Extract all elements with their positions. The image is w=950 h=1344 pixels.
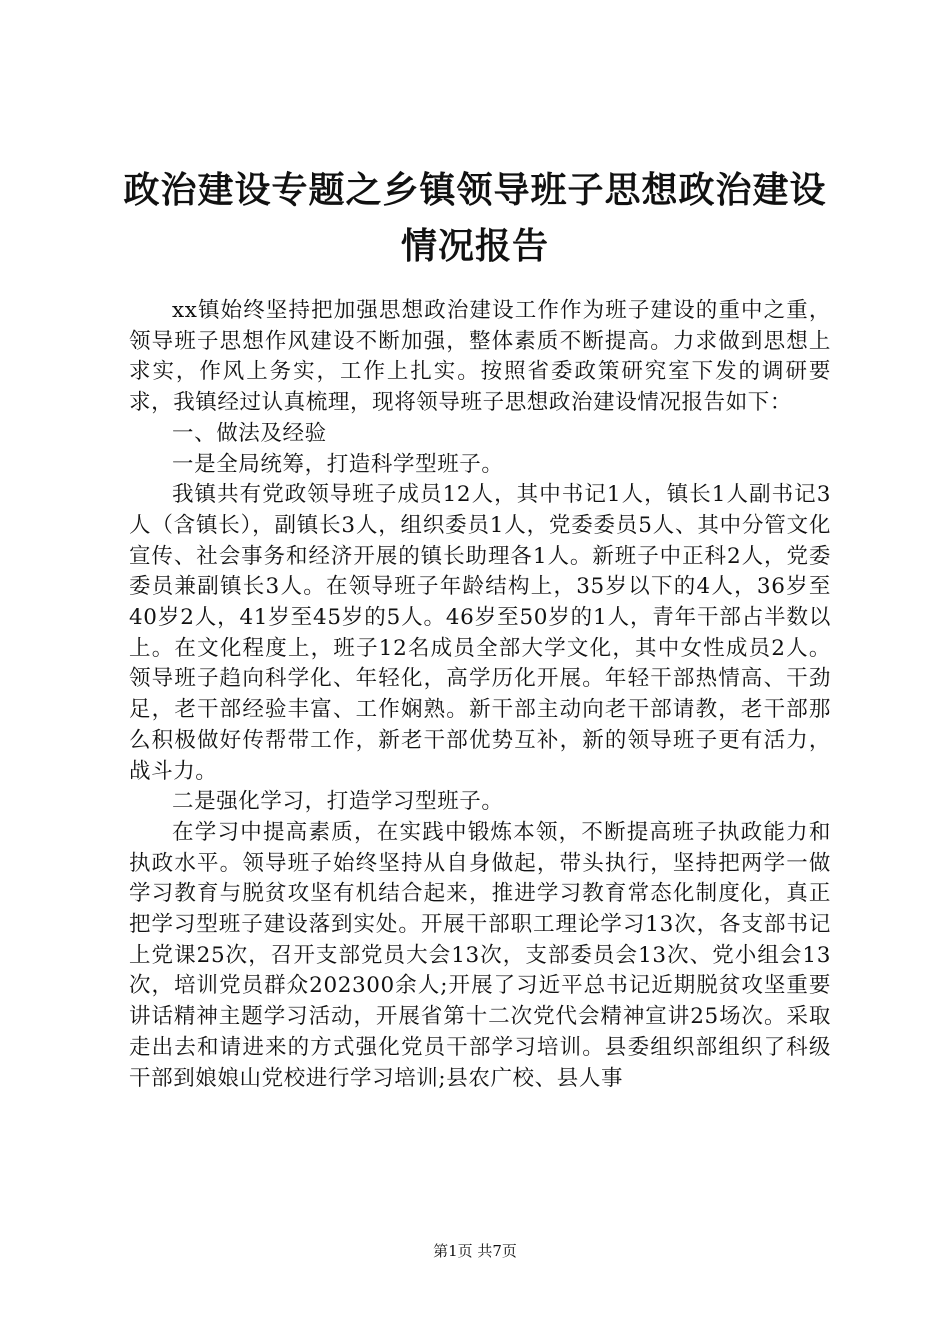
paragraph-team-composition: 我镇共有党政领导班子成员12人，其中书记1人，镇长1人副书记3人（含镇长），副镇长3人，组织委员1人，党委委员5人、其中分管文化宣传、社会事务和经济开展的镇长助理各1人。新班子中正科2人，党委委员兼副镇长3人。在领导班子年龄结构上，35岁以下的4人，36岁至40岁2人，41岁至45岁的5人。46岁至50岁的1人，青年干部占半数以上。在文化程度上，班子12名成员全部大学文化，其中女性成员2人。领导班子趋向科学化、年轻化，高学历化开展。年轻干部热情高、干劲足，老干部经验丰富、工作娴熟。新干部主动向老干部请教，老干部那么积极做好传帮带工作，新老干部优势互补，新的领导班子更有活力，战斗力。 [129, 482, 831, 784]
paragraph-learning-activities: 在学习中提高素质，在实践中锻炼本领，不断提高班子执政能力和执政水平。领导班子始终坚持从自身做起，带头执行，坚持把两学一做学习教育与脱贫攻坚有机结合起来，推进学习教育常态化制度化，真正把学习型班子建设落到实处。开展干部职工理论学习13次，各支部书记上党课25次，召开支部党员大会13次，支部委员会13次、党小组会13次，培训党员群众202300余人;开展了习近平总书记近期脱贫攻坚重要讲话精神主题学习活动，开展省第十二次党代会精神宣讲25场次。采取走出去和请进来的方式强化党员干部学习培训。县委组织部组织了科级干部到娘娘山党校进行学习培训;县农广校、县人事 [129, 819, 831, 1091]
section-heading-practices: 一、做法及经验 [172, 420, 327, 446]
paragraph-intro: xx镇始终坚持把加强思想政治建设工作作为班子建设的重中之重，领导班子思想作风建设不断加强，整体素质不断提高。力求做到思想上求实，作风上务实，工作上扎实。按照省委政策研究室下发的调研要求，我镇经过认真梳理，现将领导班子思想政治建设情况报告如下： [129, 298, 831, 416]
document-title: 政治建设专题之乡镇领导班子思想政治建设情况报告 [123, 169, 827, 267]
subheading-strengthen-learning: 二是强化学习，打造学习型班子。 [172, 789, 504, 815]
subheading-overall-planning: 一是全局统筹，打造科学型班子。 [172, 451, 504, 477]
document-body [129, 296, 831, 1094]
page-footer: 第1页 共7页 [433, 1242, 517, 1260]
